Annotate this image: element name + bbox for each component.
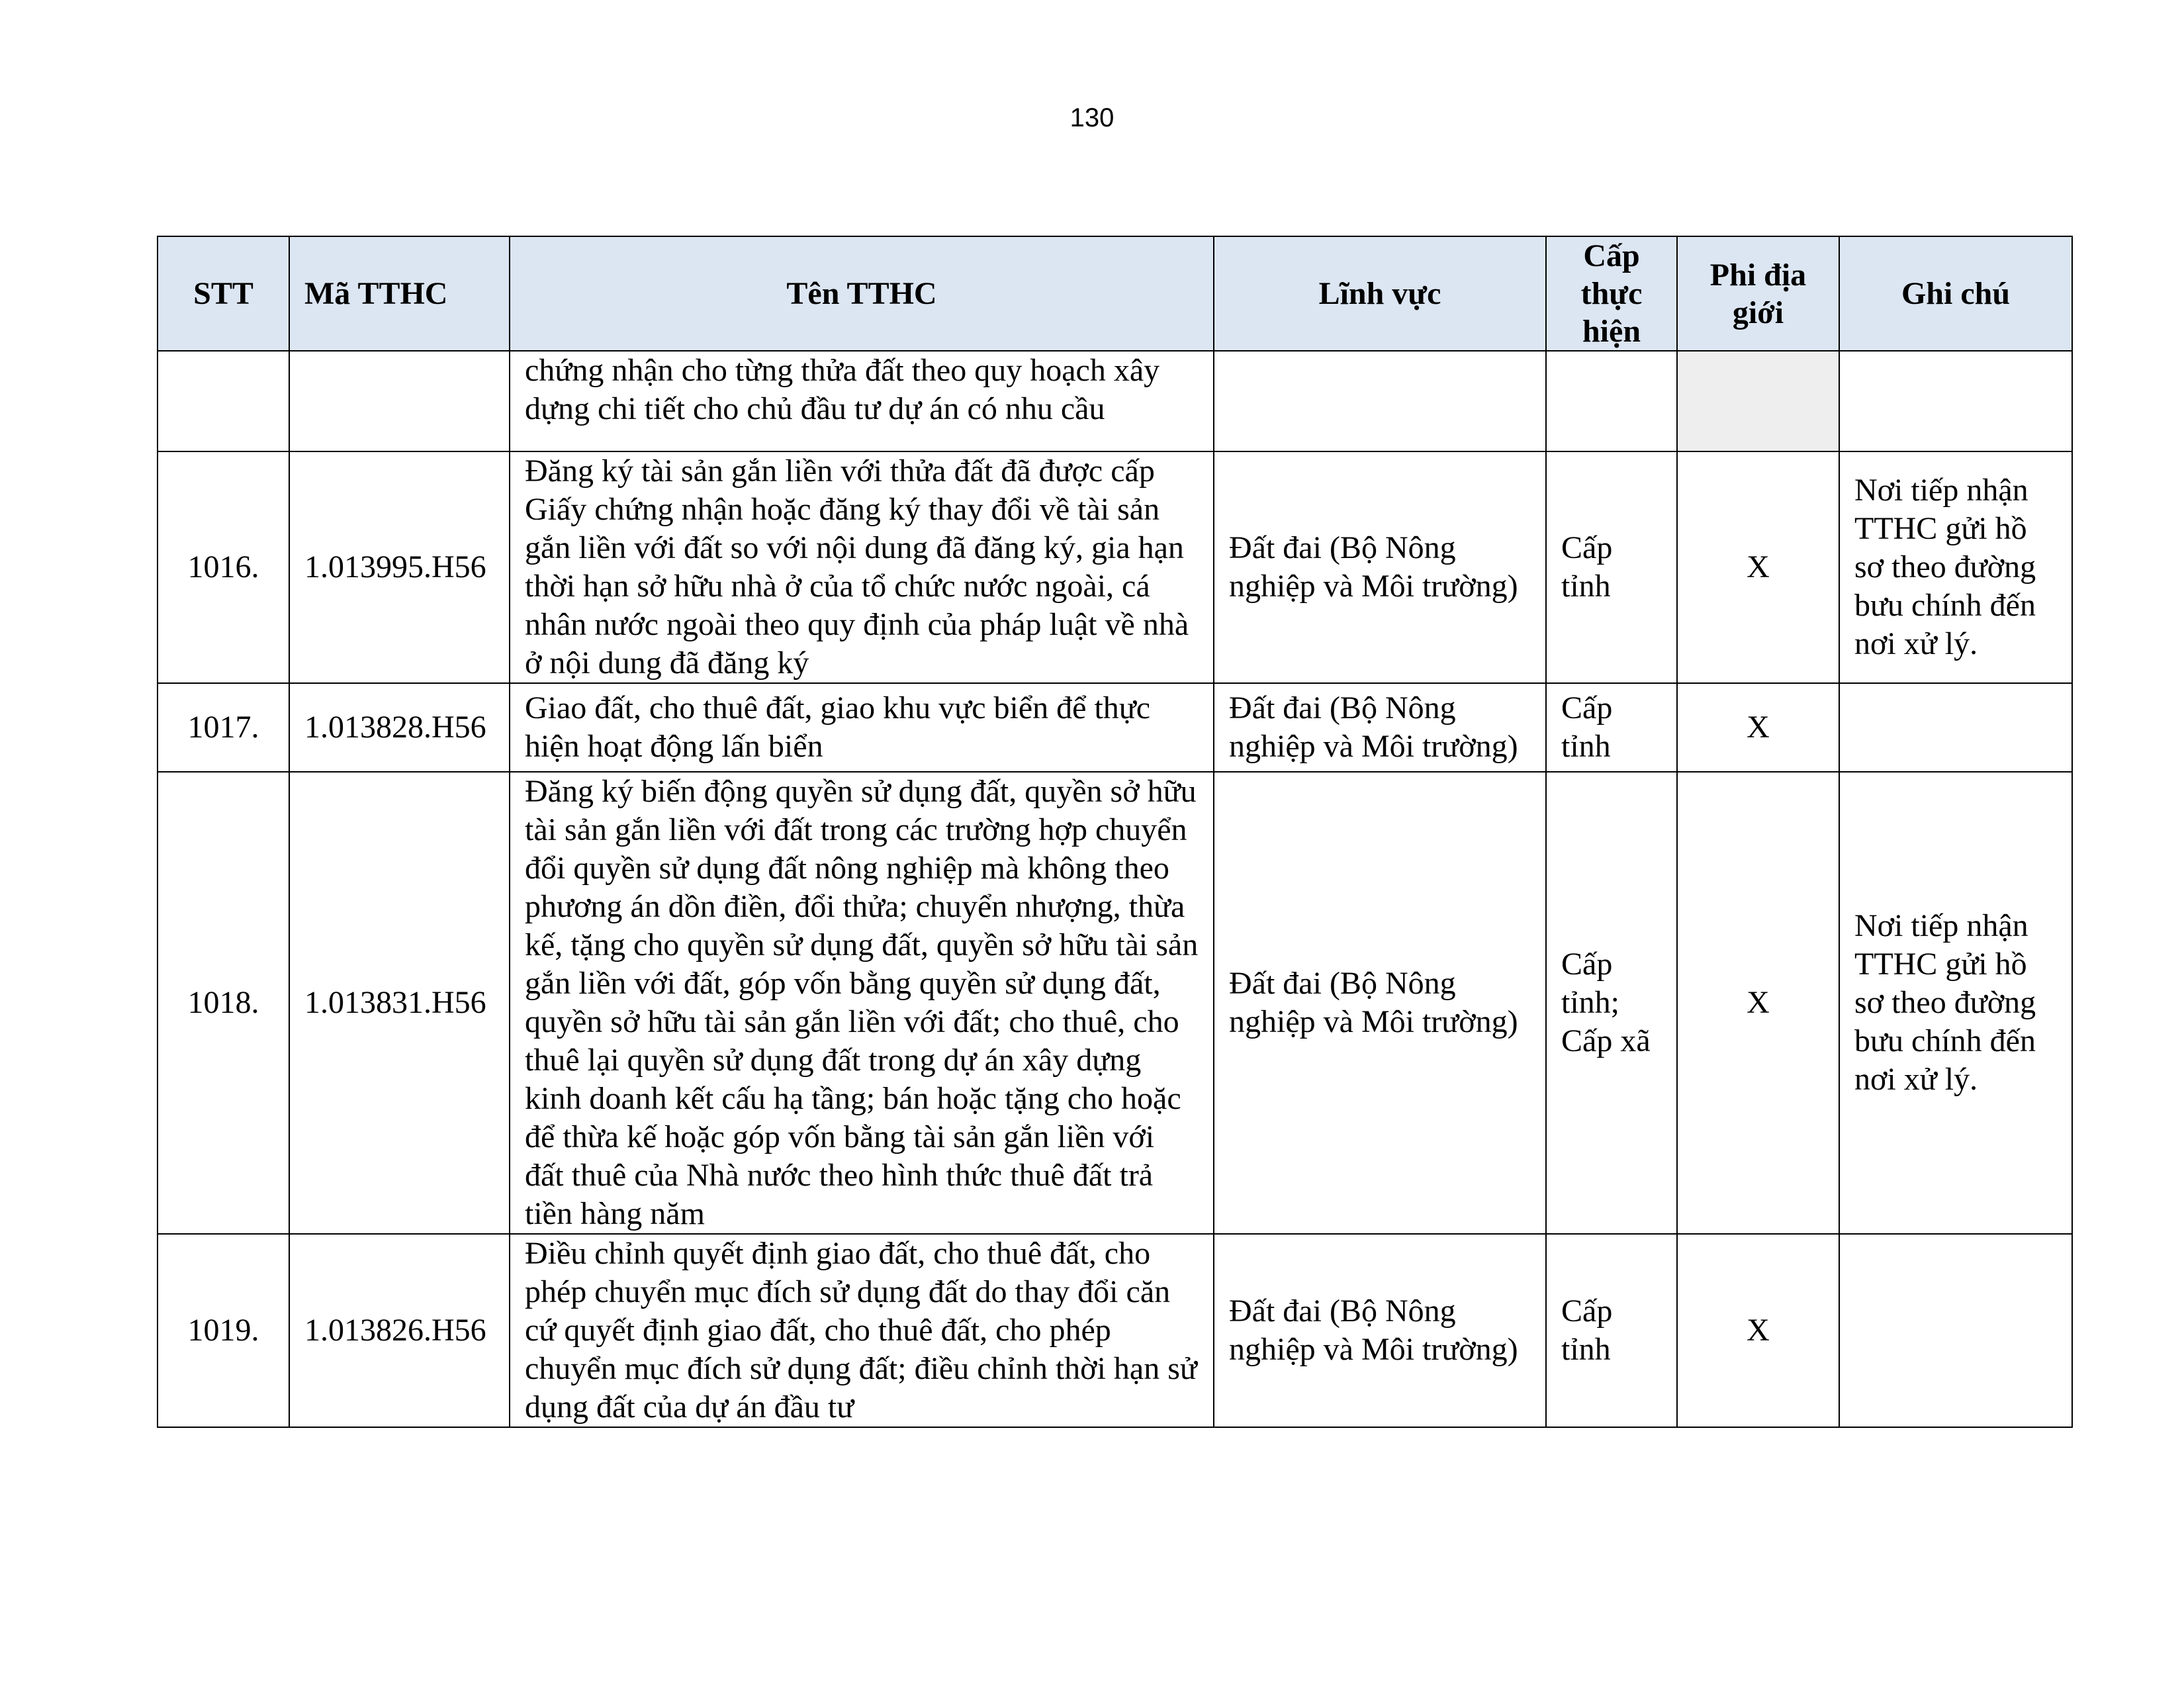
cell-boundary: X [1677,683,1839,772]
cell-level: Cấp tỉnh [1546,683,1677,772]
cell-level [1546,351,1677,451]
table-row [158,772,2072,1234]
cell-code [289,351,510,451]
cell-field: Đất đai (Bộ Nông nghiệp và Môi trường) [1214,1234,1546,1427]
header-field: Lĩnh vực [1214,236,1546,351]
cell-stt [158,351,289,451]
cell-name: Đăng ký tài sản gắn liền với thửa đất đã được cấp Giấy chứng nhận hoặc đăng ký thay đổi về tài sản gắn liền với đất so với nội dung đã đăng ký, gia hạn thời hạn sở hữu nhà ở của tổ chức nước ngoài, cá nhân nước ngoài theo quy định của pháp luật về nhà ở nội dung đã đăng ký [510,451,1214,683]
cell-code: 1.013828.H56 [289,683,510,772]
cell-note [1839,1234,2072,1427]
header-code: Mã TTHC [289,236,510,351]
cell-stt: 1017. [158,683,289,772]
cell-code: 1.013831.H56 [289,772,510,1234]
header-name: Tên TTHC [510,236,1214,351]
cell-name: Điều chỉnh quyết định giao đất, cho thuê đất, cho phép chuyển mục đích sử dụng đất do thay đổi căn cứ quyết định giao đất, cho thuê đất, cho phép chuyển mục đích sử dụng đất; điều chỉnh thời hạn sử dụng đất của dự án đầu tư [510,1234,1214,1427]
cell-stt: 1016. [158,451,289,683]
cell-stt: 1019. [158,1234,289,1427]
cell-boundary: X [1677,772,1839,1234]
cell-boundary: X [1677,451,1839,683]
header-note: Ghi chú [1839,236,2072,351]
header-level: Cấp thực hiện [1546,236,1677,351]
cell-code: 1.013826.H56 [289,1234,510,1427]
table-row [158,351,2072,451]
table-row [158,451,2072,683]
table-row [158,683,2072,772]
table-row [158,1234,2072,1427]
cell-field: Đất đai (Bộ Nông nghiệp và Môi trường) [1214,451,1546,683]
cell-name: Giao đất, cho thuê đất, giao khu vực biển để thực hiện hoạt động lấn biển [510,683,1214,772]
cell-level: Cấp tỉnh [1546,451,1677,683]
cell-level: Cấp tỉnh; Cấp xã [1546,772,1677,1234]
cell-boundary [1677,351,1839,451]
table-header-row [158,236,2072,351]
cell-name: Đăng ký biến động quyền sử dụng đất, quyền sở hữu tài sản gắn liền với đất trong các trường hợp chuyển đổi quyền sử dụng đất nông nghiệp mà không theo phương án dồn điền, đổi thửa; chuyển nhượng, thừa kế, tặng cho quyền sử dụng đất, quyền sở hữu tài sản gắn liền với đất, góp vốn bằng quyền sử dụng đất, quyền sở hữu tài sản gắn liền với đất; cho thuê, cho thuê lại quyền sử dụng đất trong dự án xây dựng kinh doanh kết cấu hạ tầng; bán hoặc tặng cho hoặc để thừa kế hoặc góp vốn bằng tài sản gắn liền với đất thuê của Nhà nước theo hình thức thuê đất trả tiền hàng năm [510,772,1214,1234]
cell-note: Nơi tiếp nhận TTHC gửi hồ sơ theo đường bưu chính đến nơi xử lý. [1839,451,2072,683]
cell-field: Đất đai (Bộ Nông nghiệp và Môi trường) [1214,772,1546,1234]
cell-name: chứng nhận cho từng thửa đất theo quy hoạch xây dựng chi tiết cho chủ đầu tư dự án có nhu cầu [510,351,1214,451]
cell-note [1839,351,2072,451]
cell-stt: 1018. [158,772,289,1234]
cell-note [1839,683,2072,772]
cell-note: Nơi tiếp nhận TTHC gửi hồ sơ theo đường bưu chính đến nơi xử lý. [1839,772,2072,1234]
cell-field [1214,351,1546,451]
cell-field: Đất đai (Bộ Nông nghiệp và Môi trường) [1214,683,1546,772]
procedures-table [157,236,2073,1428]
cell-code: 1.013995.H56 [289,451,510,683]
cell-level: Cấp tỉnh [1546,1234,1677,1427]
page-number: 130 [1069,103,1115,132]
cell-boundary: X [1677,1234,1839,1427]
header-stt: STT [158,236,289,351]
header-boundary: Phi địa giới [1677,236,1839,351]
